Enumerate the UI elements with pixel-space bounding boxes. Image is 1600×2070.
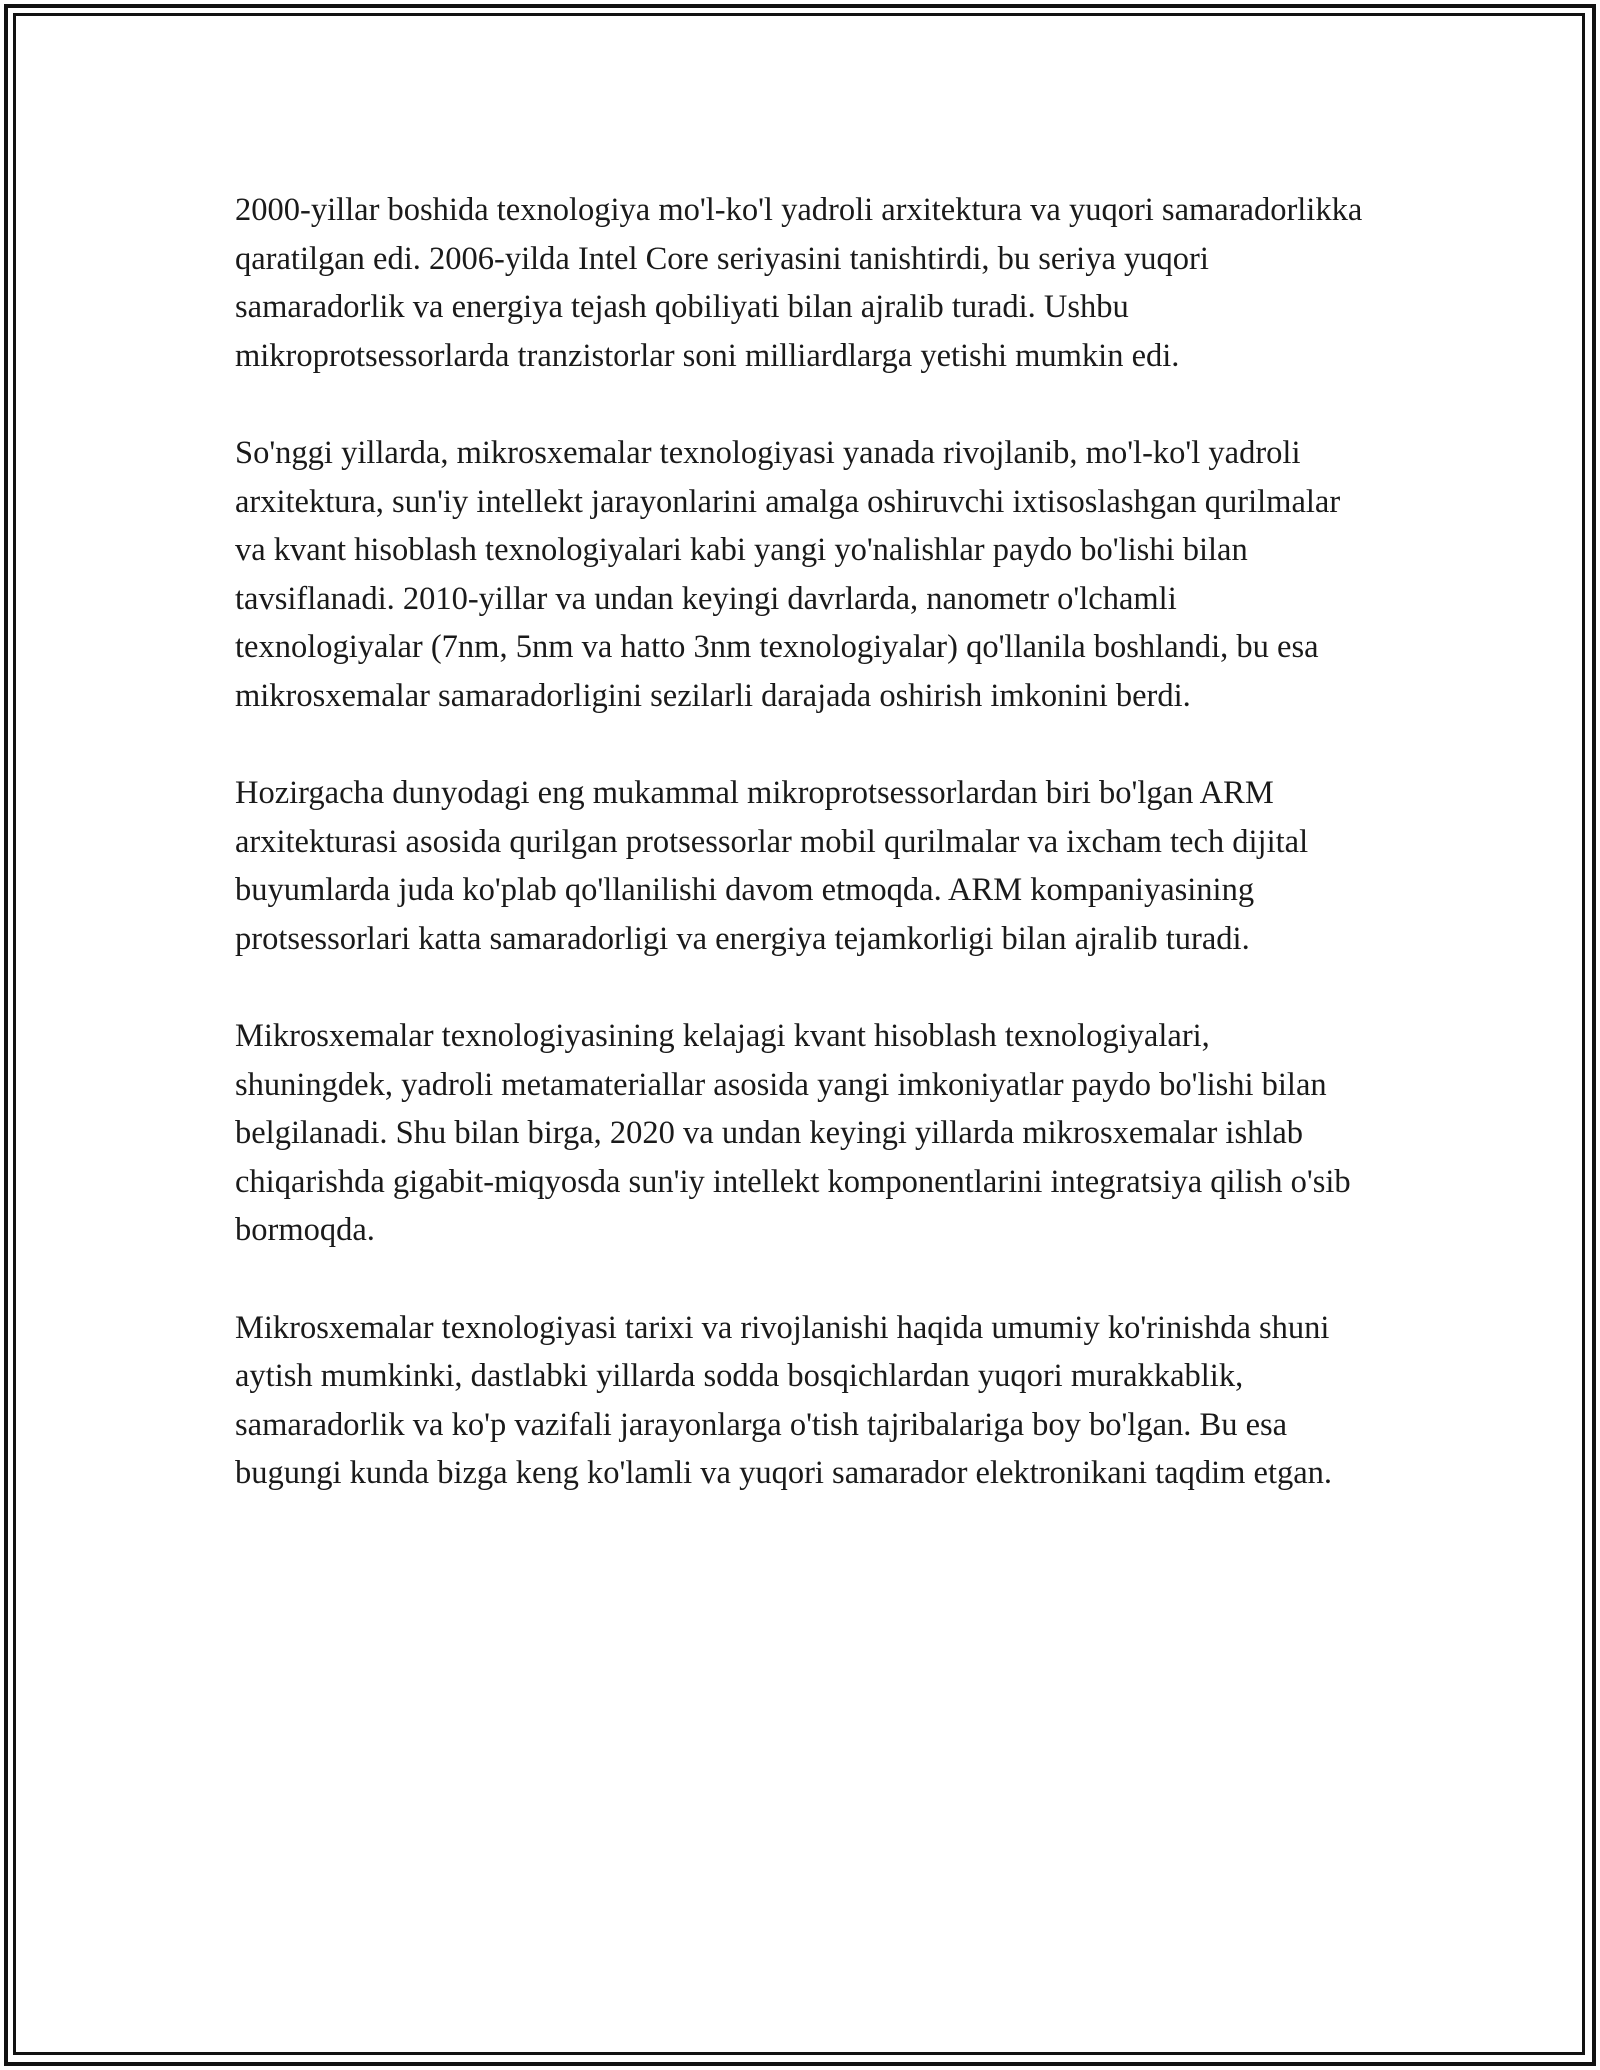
paragraph-5: Mikrosxemalar texnologiyasi tarixi va rivojlanishi haqida umumiy ko'rinishda shuni aytish mumkinki, dastlabki yillarda sodda bosqichlardan yuqori murakkablik, samaradorlik va ko'p vazifali jarayonlarga o'tish tajribalariga boy bo'lgan. Bu esa bugungi kunda bizga keng ko'lamli va yuqori samarador elektronikani taqdim etgan.	[235, 1309, 1333, 1491]
document-body	[235, 186, 1365, 1547]
paragraph-1: 2000-yillar boshida texnologiya mo'l-ko'l yadroli arxitektura va yuqori samaradorlikka qaratilgan edi. 2006-yilda Intel Core seriyasini tanishtirdi, bu seriya yuqori samaradorlik va energiya tejash qobiliyati bilan ajralib turadi. Ushbu mikroprotsessorlarda tranzistorlar soni milliardlarga yetishi mumkin edi.	[235, 192, 1363, 374]
paragraph-2: So'nggi yillarda, mikrosxemalar texnologiyasi yanada rivojlanib, mo'l-ko'l yadroli arxitektura, sun'iy intellekt jarayonlarini amalga oshiruvchi ixtisoslashgan qurilmalar va kvant hisoblash texnologiyalari kabi yangi yo'nalishlar paydo bo'lishi bilan tavsiflanadi. 2010-yillar va undan keyingi davrlarda, nanometr o'lchamli texnologiyalar (7nm, 5nm va hatto 3nm texnologiyalar) qo'llanila boshlandi, bu esa mikrosxemalar samaradorligini sezilarli darajada oshirish imkonini berdi.	[235, 435, 1341, 714]
paragraph-4: Mikrosxemalar texnologiyasining kelajagi kvant hisoblash texnologiyalari, shuningdek, yadroli metamateriallar asosida yangi imkoniyatlar paydo bo'lishi bilan belgilanadi. Shu bilan birga, 2020 va undan keyingi yillarda mikrosxemalar ishlab chiqarishda gigabit-miqyosda sun'iy intellekt komponentlarini integratsiya qilish o'sib bormoqda.	[235, 1018, 1351, 1248]
paragraph-3: Hozirgacha dunyodagi eng mukammal mikroprotsessorlardan biri bo'lgan ARM arxitekturasi asosida qurilgan protsessorlar mobil qurilmalar va ixcham tech dijital buyumlarda juda ko'plab qo'llanilishi davom etmoqda. ARM kompaniyasining protsessorlari katta samaradorligi va energiya tejamkorligi bilan ajralib turadi.	[235, 775, 1309, 957]
